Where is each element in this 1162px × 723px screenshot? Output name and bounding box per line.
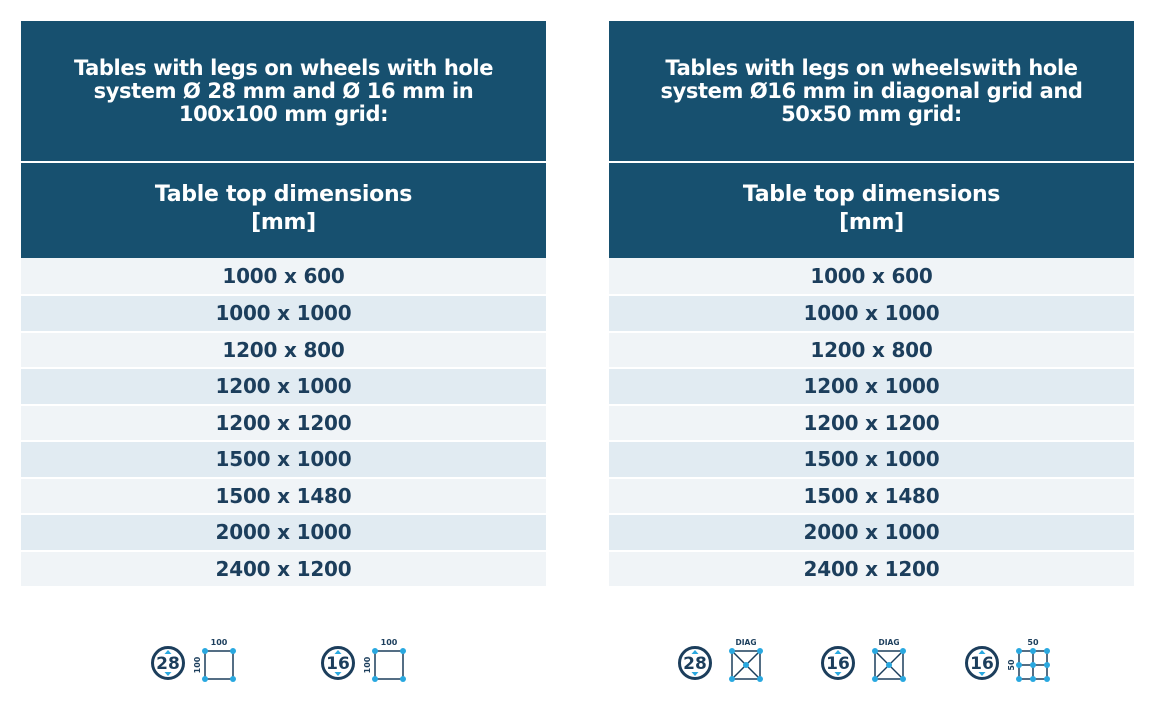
- hole-16-diagonal-icon: [820, 636, 915, 688]
- title-line: Tables with legs on wheels with hole: [73, 55, 494, 80]
- title-line: 50x50 mm grid:: [781, 101, 962, 126]
- header-line: [mm]: [251, 209, 316, 235]
- header-line: Table top dimensions: [742, 181, 1001, 207]
- top-label: 50: [1027, 638, 1039, 647]
- diameter-label: 28: [156, 654, 180, 674]
- table-row: 1000 x 1000: [609, 294, 1134, 331]
- side-label: 100: [193, 656, 202, 674]
- top-label: 100: [380, 638, 398, 647]
- table-row: 1200 x 800: [609, 331, 1134, 368]
- title-line: system Ø 28 mm and Ø 16 mm in: [93, 78, 474, 103]
- diameter-label: 16: [826, 654, 850, 674]
- table-row: 1000 x 1000: [21, 294, 546, 331]
- title-line: Tables with legs on wheelswith hole: [665, 55, 1078, 80]
- table-row: 1500 x 1000: [609, 440, 1134, 477]
- table-row: 2000 x 1000: [609, 513, 1134, 550]
- hole-16-grid-100-icon: [320, 636, 415, 688]
- table-row: 1200 x 1000: [609, 367, 1134, 404]
- table-row: 1200 x 800: [21, 331, 546, 368]
- right-column-header: [609, 163, 1134, 258]
- top-label: DIAG: [735, 638, 757, 647]
- side-label: 50: [1007, 659, 1016, 671]
- table-row: 1500 x 1480: [21, 477, 546, 514]
- left-column-header: [21, 163, 546, 258]
- table-row: 1200 x 1200: [21, 404, 546, 441]
- table-row: 1500 x 1000: [21, 440, 546, 477]
- table-row: 1500 x 1480: [609, 477, 1134, 514]
- top-label: DIAG: [878, 638, 900, 647]
- header-line: [mm]: [839, 209, 904, 235]
- side-label: 100: [363, 656, 372, 674]
- table-row: 2400 x 1200: [609, 550, 1134, 587]
- hole-28-grid-100-icon: [150, 636, 245, 688]
- top-label: 100: [210, 638, 228, 647]
- header-line: Table top dimensions: [154, 181, 413, 207]
- right-table: [609, 21, 1134, 586]
- diameter-label: 16: [970, 654, 994, 674]
- diameter-label: 16: [326, 654, 350, 674]
- table-row: 1000 x 600: [21, 258, 546, 294]
- hole-28-diagonal-icon: [677, 636, 772, 688]
- table-row: 2000 x 1000: [21, 513, 546, 550]
- table-row: 1000 x 600: [609, 258, 1134, 294]
- hole-16-grid-50-icon: [964, 636, 1059, 688]
- table-row: 1200 x 1000: [21, 367, 546, 404]
- right-table-title: [609, 21, 1134, 161]
- table-row: 2400 x 1200: [21, 550, 546, 587]
- title-line: system Ø16 mm in diagonal grid and: [660, 78, 1083, 103]
- left-table-title: [21, 21, 546, 161]
- title-line: 100x100 mm grid:: [178, 101, 389, 126]
- table-row: 1200 x 1200: [609, 404, 1134, 441]
- diameter-label: 28: [683, 654, 707, 674]
- left-table: [21, 21, 546, 586]
